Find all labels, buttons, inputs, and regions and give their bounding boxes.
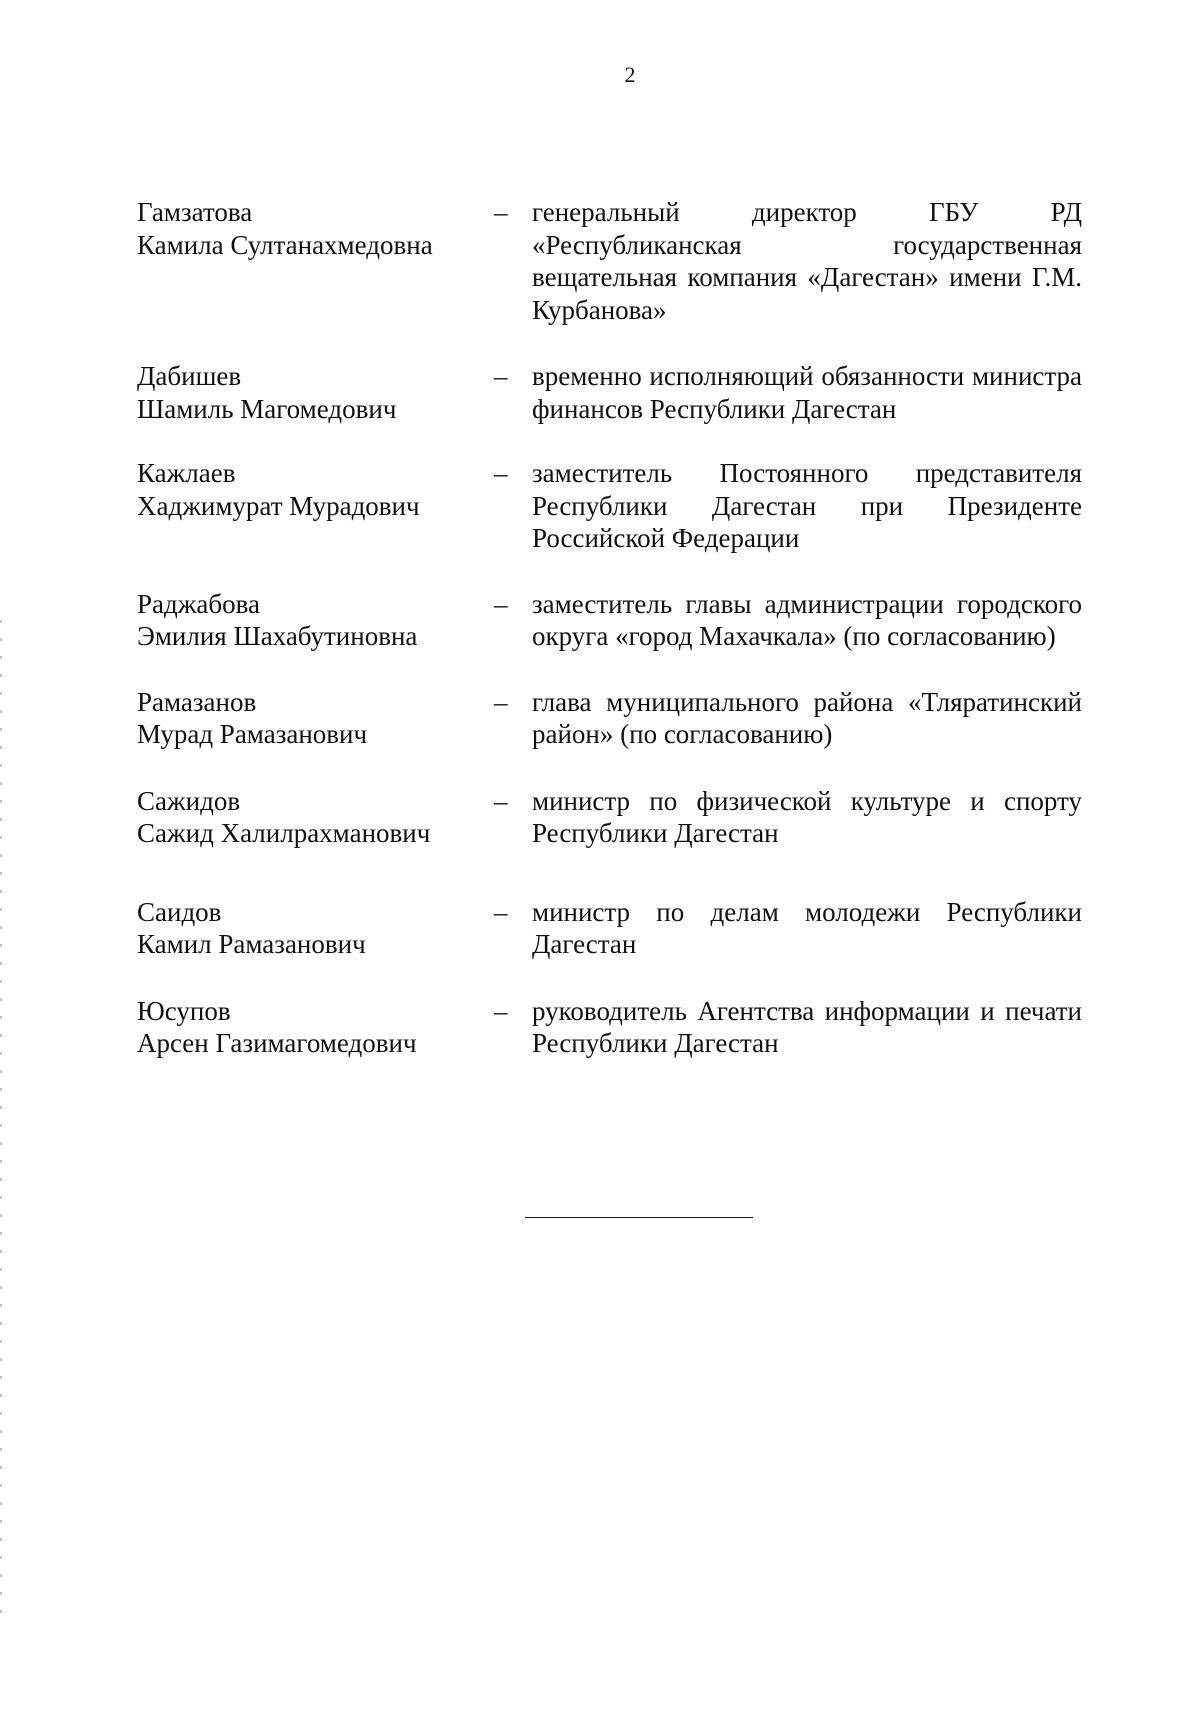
member-dash: – (494, 686, 508, 717)
member-position: заместитель Постоянного представителя Республики Дагестан при Президенте Российской Федерации (532, 458, 1082, 553)
member-entry (137, 457, 1082, 555)
member-surname: Юсупов (137, 995, 231, 1026)
member-entry (137, 686, 1082, 751)
member-surname: Рамазанов (137, 686, 257, 717)
member-name (137, 196, 494, 261)
scan-margin-marks (0, 620, 2, 1620)
member-name (137, 995, 494, 1060)
member-entry (137, 896, 1082, 961)
member-dash: – (494, 361, 508, 391)
member-surname: Кажлаев (137, 458, 236, 488)
member-position: министр по физической культуре и спорту Республики Дагестан (532, 785, 1082, 848)
member-position: глава муниципального района «Тляратинский район» (по согласованию) (532, 686, 1082, 749)
member-entry (137, 196, 1082, 326)
member-surname: Гамзатова (137, 197, 253, 227)
member-position: министр по делам молодежи Республики Дагестан (532, 896, 1082, 959)
member-given-names: Камил Рамазанович (137, 929, 366, 959)
member-given-names: Сажид Халилрахманович (137, 818, 431, 848)
member-dash: – (494, 896, 508, 927)
member-given-names: Хаджимурат Мурадович (137, 490, 420, 521)
member-entry (137, 588, 1082, 653)
member-name (137, 457, 494, 522)
member-position: временно исполняющий обязанности министра финансов Республики Дагестан (532, 361, 1082, 424)
member-surname: Сажидов (137, 785, 241, 816)
member-given-names: Арсен Газимагомедович (137, 1028, 417, 1058)
member-surname: Раджабова (137, 588, 260, 619)
member-name (137, 360, 494, 425)
member-entry (137, 785, 1082, 850)
member-given-names: Эмилия Шахабутиновна (137, 621, 418, 651)
member-dash: – (494, 995, 508, 1026)
member-dash: – (494, 588, 508, 619)
member-name (137, 785, 494, 850)
member-surname: Саидов (137, 896, 222, 927)
member-position: заместитель главы администрации городского округа «город Махачкала» (по согласованию) (532, 588, 1082, 651)
member-position: генеральный директор ГБУ РД «Республиканская государственная вещательная компания «Дагестан» имени Г.М. Курбанова» (532, 197, 1082, 325)
member-given-names: Камила Султанахмедовна (137, 229, 433, 260)
member-name (137, 686, 494, 751)
member-entry (137, 995, 1082, 1060)
member-given-names: Шамиль Магомедович (137, 393, 397, 424)
member-position: руководитель Агентства информации и печати Республики Дагестан (532, 995, 1082, 1058)
members-list (137, 196, 1082, 1060)
member-name (137, 896, 494, 961)
member-name (137, 588, 494, 653)
member-dash: – (494, 785, 508, 816)
member-dash: – (494, 197, 508, 227)
page-number: 2 (624, 62, 636, 87)
member-given-names: Мурад Рамазанович (137, 719, 368, 749)
member-surname: Дабишев (137, 361, 242, 391)
end-of-list-rule (525, 1217, 753, 1218)
member-entry (137, 360, 1082, 425)
member-dash: – (494, 458, 508, 488)
